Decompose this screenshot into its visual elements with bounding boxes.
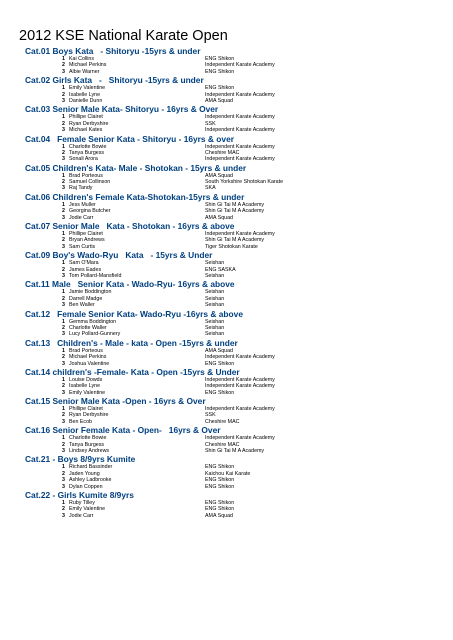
club-name: Seishan [205,289,225,296]
competitor-name: Joshua Valentine [69,360,110,367]
club-name: Independent Karate Academy [205,62,275,69]
place-number: 3 [62,68,65,75]
category-title: Cat.06 Children's Female Kata-Shotokan-15yrs & under [25,191,245,202]
place-number: 1 [62,85,65,92]
competitor-name: Danielle Dunn [69,97,103,104]
competitor-name: Brad Porteous [69,347,103,354]
competitor-name: Emily Valentine [69,506,106,513]
place-number: 3 [62,185,65,192]
category-section [25,425,445,454]
place-number: 2 [62,120,65,127]
competitor-name: Raj Tandy [69,185,93,192]
club-name: South Yorkshire Shotokan Karate [205,179,284,186]
club-name: Independent Karate Academy [205,376,275,383]
competitor-name: Jess Muller [69,201,96,208]
competitor-name: Ashley Ladbrooke [69,477,112,484]
category-title: Cat.01 Boys Kata - Shitoryu -15yrs & under [25,46,201,56]
category-title: Cat.21 - Boys 8/9yrs Kumite [25,454,136,465]
competitor-name: Dylan Coppen [69,483,103,490]
club-name: ENG Shikon [205,483,235,490]
page-title: 2012 KSE National Karate Open [19,28,228,44]
club-name: SKA [205,185,216,192]
club-name: SSK [205,412,216,419]
category-title: Cat.11 Male Senior Kata - Wado-Ryu- 16yrs & above [25,279,235,290]
place-number: 1 [62,347,65,354]
place-number: 3 [62,477,65,484]
club-name: Independent Karate Academy [205,114,275,121]
result-row [25,513,445,519]
competitor-name: Charlotte Bowie [69,143,107,150]
category-title: Cat.02 Girls Kata - Shitoryu -15yrs & under [25,75,204,86]
club-name: Seishan [205,295,225,302]
competitor-name: Georgina Butcher [69,208,111,215]
category-section [25,221,445,250]
place-number: 2 [62,295,65,302]
category-title: Cat.05 Children's Kata- Male - Shotokan - 15yrs & under [25,162,247,173]
category-section [25,338,445,367]
place-number: 2 [62,412,65,419]
competitor-name: Phillipe Clairet [69,114,103,121]
club-name: Independent Karate Academy [205,383,275,390]
place-number: 3 [62,389,65,396]
club-name: Independent Karate Academy [205,143,275,150]
competitor-name: Lucy Pollard-Gunnery [69,331,121,338]
place-number: 2 [62,179,65,186]
club-name: ENG Shikon [205,360,235,367]
club-name: Seishan [205,331,225,338]
place-number: 1 [62,201,65,208]
club-name: AMA Squad [205,97,233,104]
result-row [25,156,445,162]
place-number: 2 [62,441,65,448]
place-number: 2 [62,266,65,273]
place-number: 2 [62,470,65,477]
category-section [25,396,445,425]
competitor-name: Lindsey Andrews [69,448,110,455]
competitor-name: Emily Valentine [69,389,106,396]
result-row [25,185,445,191]
club-name: ENG Shikon [205,464,235,471]
place-number: 1 [62,435,65,442]
category-section [25,250,445,279]
place-number: 2 [62,149,65,156]
place-number: 3 [62,243,65,250]
category-section [25,279,445,308]
club-name: AMA Squad [205,172,233,179]
place-number: 3 [62,272,65,279]
competitor-name: Richard Bassinder [69,464,113,471]
competitor-name: Ryan Derbyshire [69,120,109,127]
competitor-name: Sam O'Mara [69,260,99,267]
club-name: Independent Karate Academy [205,354,275,361]
place-number: 1 [62,260,65,267]
place-number: 3 [62,331,65,338]
club-name: ENG Shikon [205,506,235,513]
club-name: Shin Gi Tai M A Academy [205,448,265,455]
place-number: 3 [62,156,65,163]
club-name: Cheshire MAC [205,149,240,156]
competitor-name: Brad Porteous [69,172,103,179]
club-name: Independent Karate Academy [205,406,275,413]
place-number: 3 [62,512,65,519]
place-number: 2 [62,506,65,513]
result-row [25,273,445,279]
place-number: 2 [62,324,65,331]
result-row [25,302,445,308]
result-row [25,361,445,367]
club-name: Independent Karate Academy [205,91,275,98]
category-section [25,163,445,192]
category-section [25,46,445,75]
club-name: ENG SASKA [205,266,236,273]
club-name: Shin Gi Tai M A Academy [205,201,265,208]
club-name: Cheshire MAC [205,418,240,425]
competitor-name: Phillipe Clairet [69,406,103,413]
result-row [25,127,445,133]
competitor-name: Phillipe Clairet [69,231,103,238]
category-section [25,367,445,396]
competitor-name: Jamie Boddington [69,289,112,296]
category-section [25,75,445,104]
club-name: ENG Shikon [205,477,235,484]
competitor-name: Sam Curtis [69,243,96,250]
result-row [25,448,445,454]
category-title: Cat.04 Female Senior Kata - Shitoryu - 16yrs & over [25,133,234,144]
result-row [25,419,445,425]
category-section [25,309,445,338]
competitor-name: Samuel Collinson [69,179,111,186]
club-name: Tiger Shotokan Karate [205,243,258,250]
place-number: 2 [62,62,65,69]
competitor-name: Jodie Carr [69,512,94,519]
place-number: 3 [62,302,65,309]
club-name: Independent Karate Academy [205,156,275,163]
competitor-name: Ruby Tilley [69,499,95,506]
competitor-name: Ryan Derbyshire [69,412,109,419]
category-title: Cat.07 Senior Male Kata - Shotokan - 16yrs & above [25,221,235,232]
club-name: Shin Gi Tai M A Academy [205,237,265,244]
result-row [25,98,445,104]
club-name: Cheshire MAC [205,441,240,448]
category-title: Cat.09 Boy's Wado-Ryu Kata - 15yrs & Under [25,250,213,261]
result-row [25,244,445,250]
competitor-name: Isabelle Lyne [69,91,101,98]
club-name: ENG Shikon [205,68,235,75]
result-row [25,331,445,337]
club-name: ENG Shikon [205,389,235,396]
club-name: Seishan [205,302,225,309]
club-name: Independent Karate Academy [205,231,275,238]
competitor-name: Charlotte Waller [69,324,107,331]
club-name: AMA Squad [205,214,233,221]
category-list [25,46,445,519]
place-number: 2 [62,237,65,244]
club-name: Seishan [205,260,225,267]
place-number: 2 [62,91,65,98]
category-section [25,104,445,133]
place-number: 1 [62,56,65,62]
result-row [25,390,445,396]
club-name: Shin Gi Tai M A Academy [205,208,265,215]
place-number: 2 [62,354,65,361]
place-number: 3 [62,214,65,221]
result-row [25,215,445,221]
competitor-name: James Eades [69,266,102,273]
place-number: 1 [62,499,65,506]
place-number: 1 [62,289,65,296]
club-name: Independent Karate Academy [205,127,275,134]
competitor-name: Louise Dowds [69,376,103,383]
category-title: Cat.14 children's -Female- Kata - Open -15yrs & Under [25,366,240,377]
category-title: Cat.15 Senior Male Kata -Open - 16yrs & Over [25,396,206,407]
place-number: 1 [62,318,65,325]
place-number: 1 [62,406,65,413]
result-row [25,69,445,75]
club-name: Seishan [205,272,225,279]
club-name: Kaichou Kai Karate [205,470,251,477]
competitor-name: Kai Collins [69,56,95,62]
club-name: ENG Shikon [205,56,235,62]
competitor-name: Ben Ecob [69,418,92,425]
place-number: 3 [62,127,65,134]
place-number: 2 [62,208,65,215]
competitor-name: Michael Perkins [69,354,107,361]
competitor-name: Charlotte Bowie [69,435,107,442]
competitor-name: Emily Valentine [69,85,106,92]
place-number: 3 [62,448,65,455]
category-title: Cat.16 Senior Female Kata - Open- 16yrs & Over [25,425,221,436]
place-number: 1 [62,143,65,150]
category-title: Cat.13 Children's - Male - kata - Open -15yrs & under [25,337,238,348]
competitor-name: Jaden Young [69,470,100,477]
competitor-name: Tom Pollard-Mansfield [69,272,122,279]
category-section [25,490,445,519]
category-title: Cat.12 Female Senior Kata- Wado-Ryu -16yrs & above [25,308,243,319]
competitor-name: Gemma Boddington [69,318,117,325]
place-number: 1 [62,172,65,179]
place-number: 1 [62,231,65,238]
competitor-name: Isabelle Lyne [69,383,101,390]
category-section [25,454,445,490]
club-name: Seishan [205,318,225,325]
category-title: Cat.03 Senior Male Kata- Shitoryu - 16yrs & Over [25,104,219,115]
competitor-name: Michael Perkins [69,62,107,69]
place-number: 1 [62,376,65,383]
competitor-name: Ben Waller [69,302,95,309]
place-number: 3 [62,418,65,425]
place-number: 2 [62,383,65,390]
competitor-name: Jodie Carr [69,214,94,221]
competitor-name: Bryan Andrews [69,237,105,244]
competitor-name: Michael Kates [69,127,103,134]
competitor-name: Albie Warner [69,68,100,75]
competitor-name: Tanya Burgess [69,149,105,156]
category-section [25,134,445,163]
competitor-name: Sonali Arora [69,156,98,163]
category-section [25,192,445,221]
club-name: AMA Squad [205,347,233,354]
competitor-name: Darrell Madge [69,295,103,302]
club-name: Seishan [205,324,225,331]
club-name: ENG Shikon [205,85,235,92]
place-number: 3 [62,360,65,367]
place-number: 1 [62,114,65,121]
place-number: 3 [62,483,65,490]
club-name: Independent Karate Academy [205,435,275,442]
category-title: Cat.22 - Girls Kumite 8/9yrs [25,489,134,500]
place-number: 3 [62,97,65,104]
club-name: AMA Squad [205,512,233,519]
place-number: 1 [62,464,65,471]
club-name: SSK [205,120,216,127]
competitor-name: Tanya Burgess [69,441,105,448]
result-row [25,484,445,490]
club-name: ENG Shikon [205,499,235,506]
